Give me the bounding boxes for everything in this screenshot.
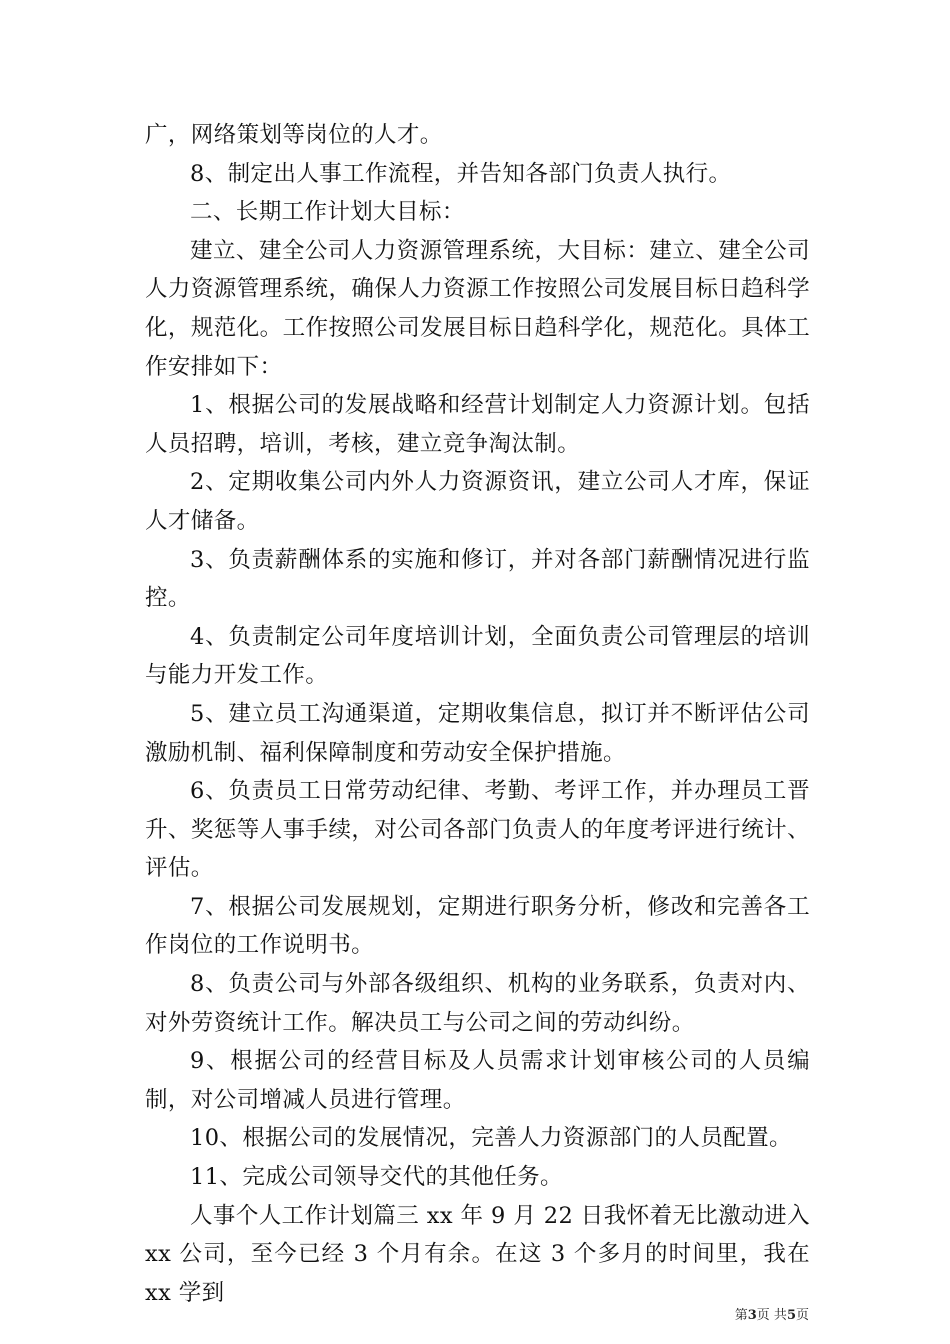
footer-suffix: 页: [795, 1308, 809, 1323]
paragraph: 7、根据公司发展规划，定期进行职务分析，修改和完善各工作岗位的工作说明书。: [145, 893, 810, 959]
paragraph: 5、建立员工沟通渠道，定期收集信息，拟订并不断评估公司激励机制、福利保障制度和劳动安全保护措施。: [145, 700, 810, 766]
footer-middle: 页 共: [756, 1308, 787, 1323]
paragraph: 3、负责薪酬体系的实施和修订，并对各部门薪酬情况进行监控。: [145, 546, 810, 612]
footer-prefix: 第: [734, 1308, 748, 1323]
paragraph: 6、负责员工日常劳动纪律、考勤、考评工作，并办理员工晋升、奖惩等人事手续，对公司各部门负责人的年度考评进行统计、评估。: [145, 778, 810, 882]
paragraph: 11、完成公司领导交代的其他任务。: [190, 1164, 563, 1191]
paragraph: 1、根据公司的发展战略和经营计划制定人力资源计划。包括人员招聘，培训，考核，建立竞争淘汰制。: [145, 392, 810, 457]
paragraph: 2、定期收集公司内外人力资源资讯，建立公司人才库，保证人才储备。: [145, 469, 810, 534]
paragraph: 10、根据公司的发展情况，完善人力资源部门的人员配置。: [190, 1125, 792, 1152]
paragraph: 广，网络策划等岗位的人才。: [145, 122, 443, 148]
paragraph: 二、长期工作计划大目标：: [190, 199, 465, 226]
paragraph: 建立、建全公司人力资源管理系统，大目标：建立、建全公司人力资源管理系统，确保人力资源工作按照公司发展目标日趋科学化，规范化。工作按照公司发展目标日趋科学化，规范化。具体工作安排如下：: [145, 237, 810, 380]
paragraph: 8、制定出人事工作流程，并告知各部门负责人执行。: [190, 160, 732, 187]
paragraph: 9、根据公司的经营目标及人员需求计划审核公司的人员编制，对公司增减人员进行管理。: [145, 1048, 810, 1113]
paragraph: 人事个人工作计划篇三 xx 年 9 月 22 日我怀着无比激动进入 xx 公司，至今已经 3 个月有余。在这 3 个多月的时间里，我在 xx 学到: [145, 1202, 810, 1306]
document-body: [145, 116, 810, 1312]
paragraph: 4、负责制定公司年度培训计划，全面负责公司管理层的培训与能力开发工作。: [145, 623, 810, 689]
current-page-number: 3: [747, 1308, 757, 1323]
page-footer: [0, 1304, 809, 1323]
total-pages-number: 5: [786, 1308, 796, 1323]
paragraph: 8、负责公司与外部各级组织、机构的业务联系，负责对内、对外劳资统计工作。解决员工与公司之间的劳动纠纷。: [145, 971, 810, 1036]
